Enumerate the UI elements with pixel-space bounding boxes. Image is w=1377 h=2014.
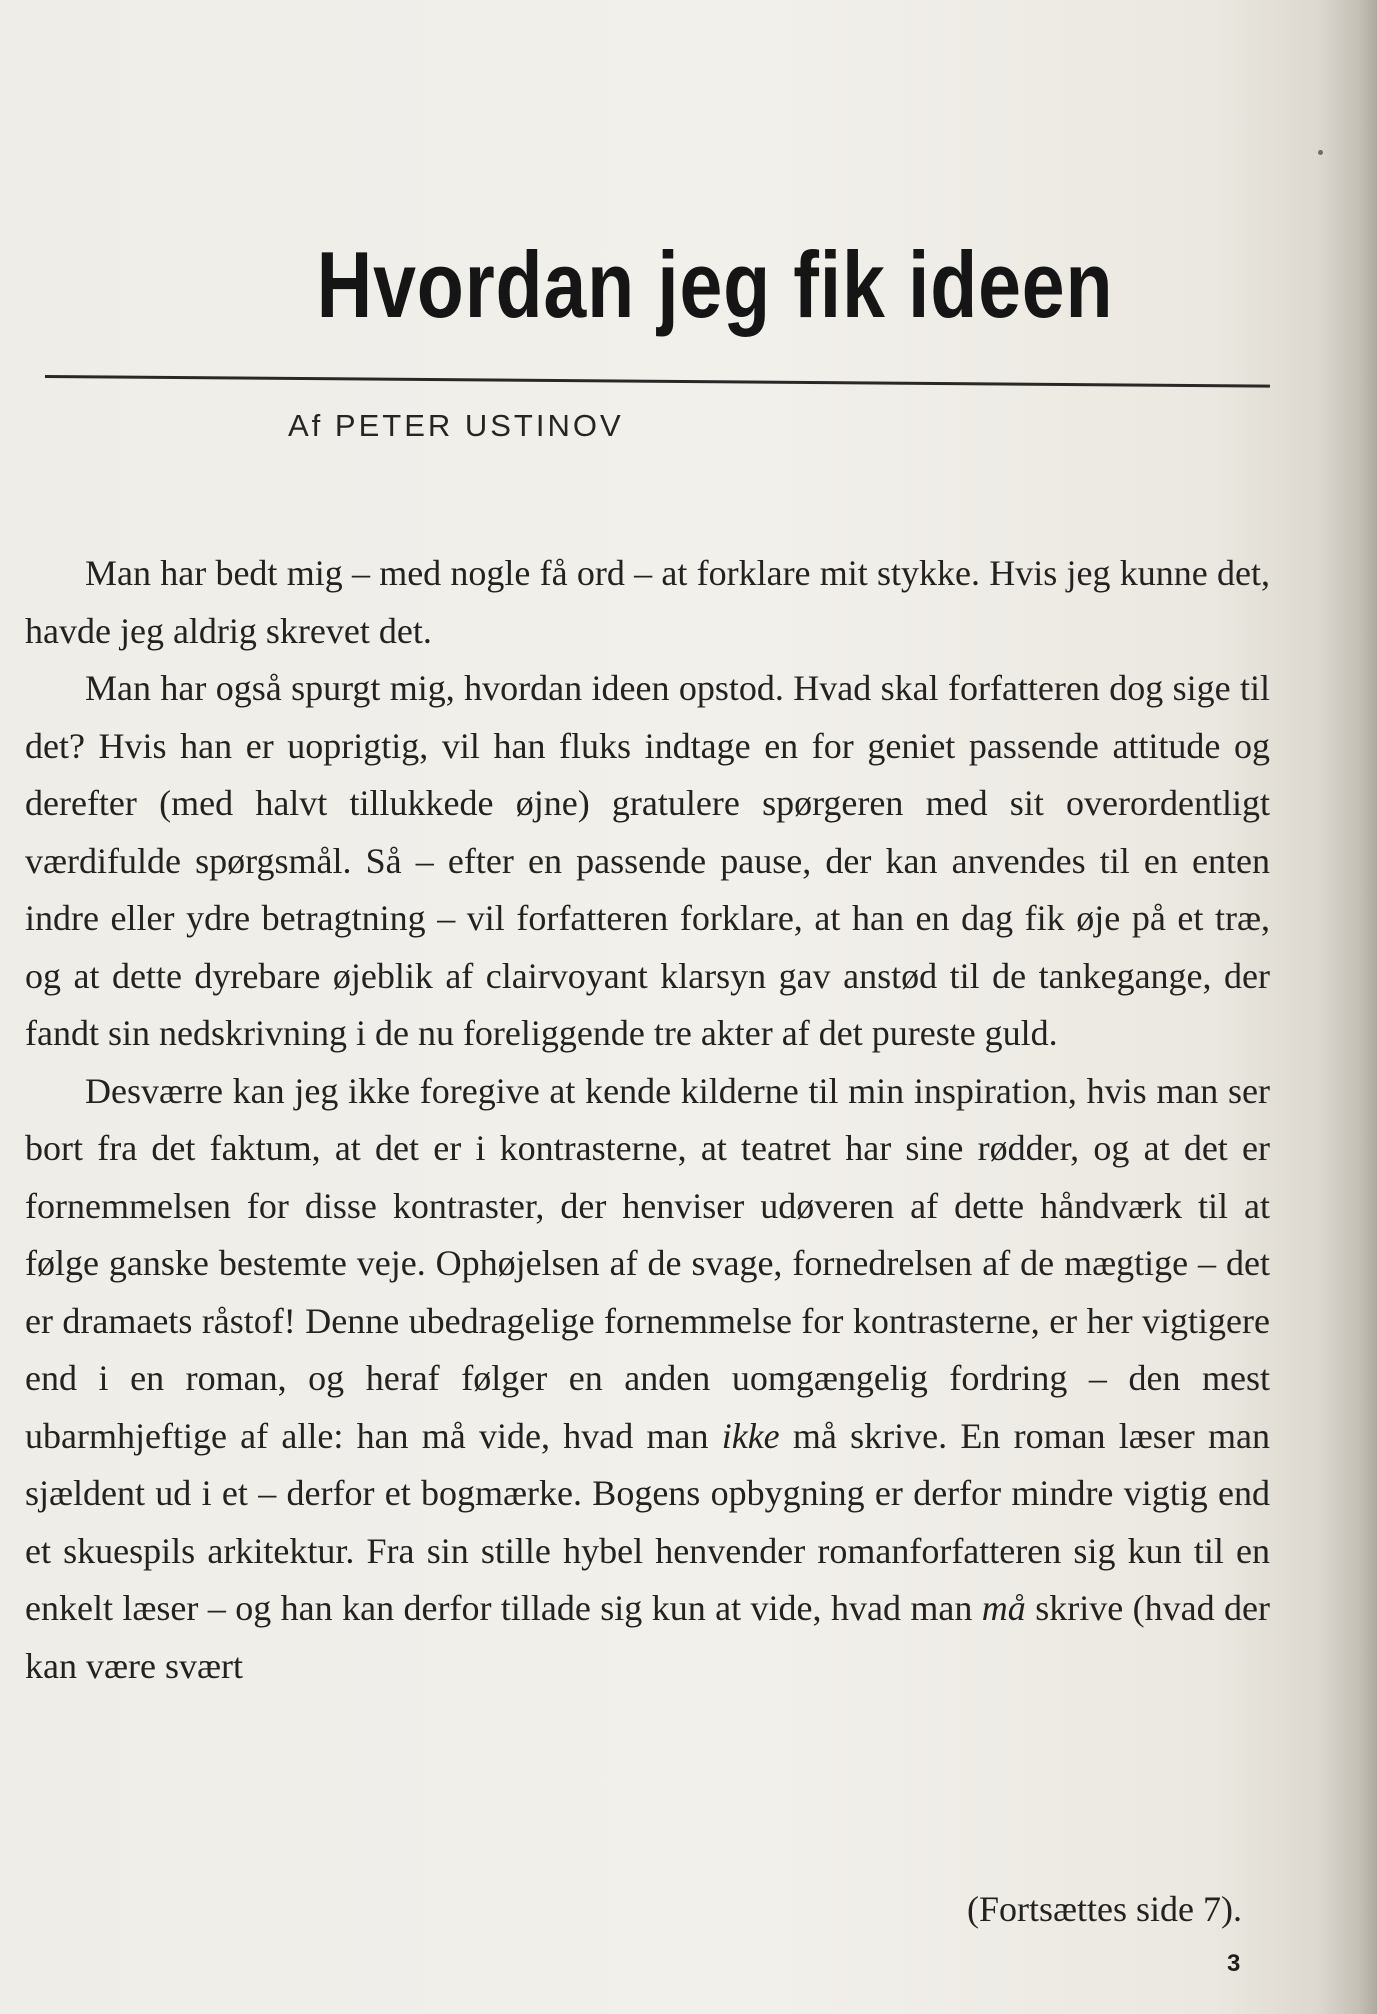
title-rule bbox=[45, 375, 1270, 388]
paragraph-1 bbox=[25, 545, 1270, 660]
article-body bbox=[25, 545, 1270, 1695]
paragraph-3 bbox=[25, 1063, 1270, 1696]
paper-speck bbox=[1318, 150, 1323, 155]
paragraph-2-text: Man har også spurgt mig, hvordan ideen opstod. Hvad skal forfatteren dog sige til det? Hvis han er uoprigtig, vil han fluks indtage en for geniet passende attitude og derefter (med halvt tillukkede øjne) gratulere spørgeren med sit overordentligt værdifulde spørgsmål. Så – efter en passende pause, der kan anvendes til en enten indre eller ydre betragtning – vil forfatteren forklare, at han en dag fik øje på et træ, og at dette dyrebare øjeblik af clairvoyant klarsyn gav anstød til de tankegange, der fandt sin nedskrivning i de nu foreliggende tre akter af det pureste guld. bbox=[25, 668, 1270, 1053]
page-number: 3 bbox=[1227, 1950, 1241, 1977]
paragraph-3-emphasis-maa: må bbox=[981, 1588, 1026, 1628]
paragraph-3-text-c: skrive (hvad der kan være svært bbox=[25, 1588, 1271, 1686]
paragraph-3-text-b: må skrive. En roman læser man sjældent ud i et – derfor et bogmærke. Bogens opbygning er derfor mindre vigtig end et skuespils arkitektur. Fra sin stille hybel henvender romanforfatteren sig kun til en enkelt læser – og han kan derfor tillade sig kun at vide, hvad man bbox=[25, 1415, 1271, 1628]
continued-note: (Fortsættes side 7). bbox=[967, 1889, 1242, 1929]
paragraph-3-text-a: Desværre kan jeg ikke foregive at kende kilderne til min inspiration, hvis man ser bort fra det faktum, at det er i kontrasterne, at teatret har sine rødder, og at det er fornemmelsen for disse kontraster, der henviser udøveren af dette håndværk til at følge ganske bestemte veje. Ophøjelsen af de svage, fornedrelsen af de mægtige – det er dramaets råstof! Denne ubedragelige fornemmelse for kontrasterne, er her vigtigere end i en roman, og heraf følger en anden uomgængelig fordring – den mest ubarmhjeftige af alle: han må vide, hvad man bbox=[25, 1070, 1270, 1456]
byline: Af PETER USTINOV bbox=[288, 408, 624, 443]
paragraph-3-emphasis-ikke: ikke bbox=[721, 1415, 780, 1456]
article-title: Hvordan jeg fik ideen bbox=[316, 232, 1114, 337]
paragraph-2 bbox=[25, 660, 1270, 1063]
page-edge-shadow bbox=[1317, 0, 1377, 2014]
paragraph-1-text: Man har bedt mig – med nogle få ord – at forklare mit stykke. Hvis jeg kunne det, havde jeg aldrig skrevet det. bbox=[25, 553, 1270, 651]
